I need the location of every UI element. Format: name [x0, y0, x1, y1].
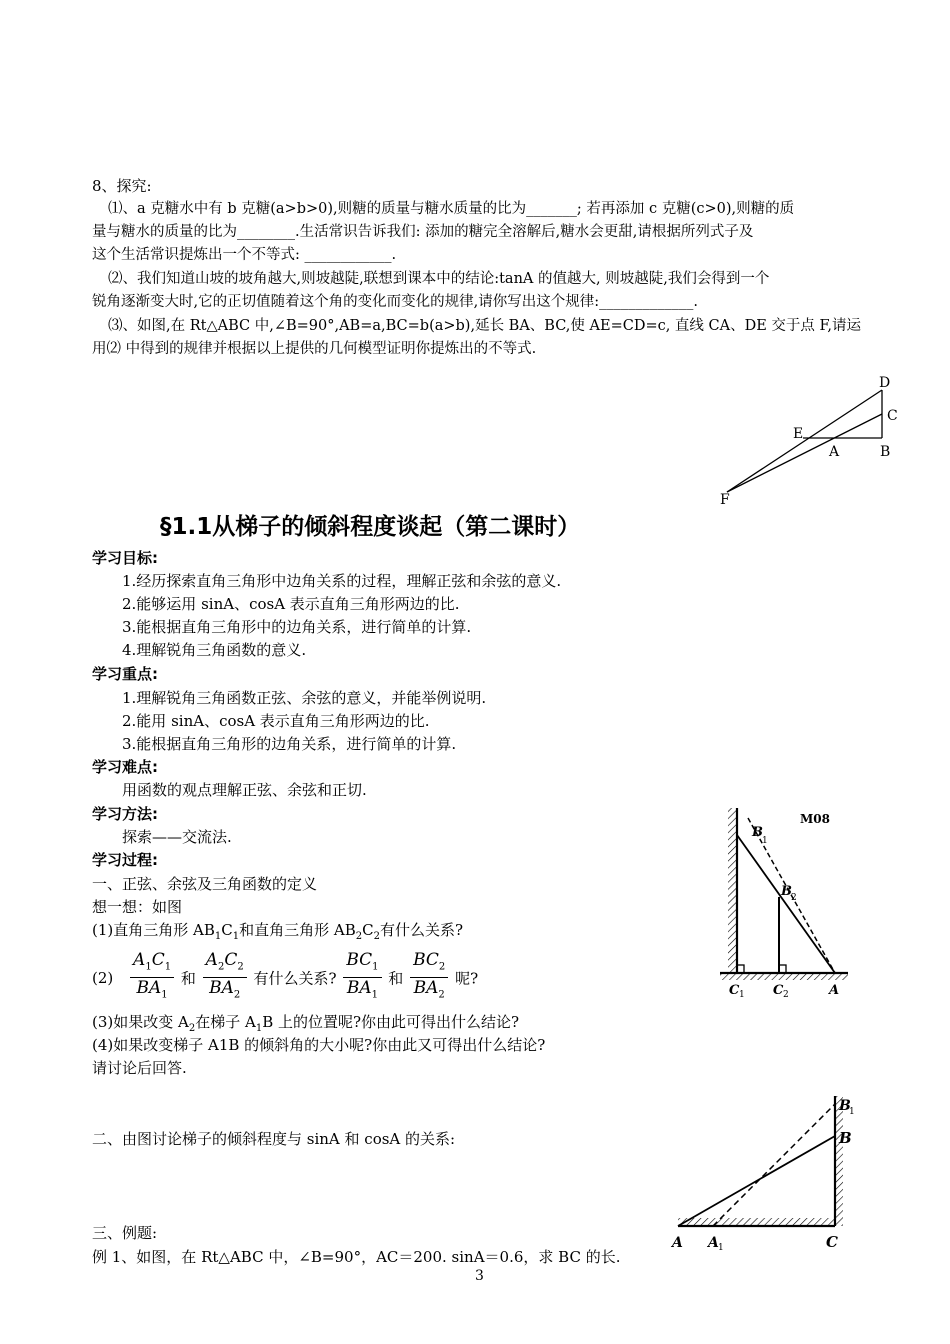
key-label: 学习重点: — [92, 665, 158, 683]
line-fd — [727, 390, 882, 492]
label-b1-sub: 1 — [762, 836, 768, 846]
label-c2: C — [773, 983, 784, 998]
q8-p3-line1: ⑶、如图,在 Rt△ABC 中,∠B=90°,AB=a,BC=b(a>b),延长 BA、BC,使 AE=CD=c, 直线 CA、DE 交于点 F,请运 — [108, 318, 861, 334]
geometry-figure-fdb — [715, 372, 905, 507]
right-angle-c2 — [779, 965, 786, 973]
key-item-3: 3.能根据直角三角形的边角关系，进行简单的计算. — [122, 735, 457, 753]
label-a: A — [672, 1235, 683, 1251]
label-a: A — [829, 983, 840, 998]
label-d: D — [879, 375, 891, 391]
example-1: 例 1、如图，在 Rt△ABC 中，∠B=90°，AC＝200. sinA＝0.6，求 BC 的长. — [92, 1248, 621, 1266]
goals-label: 学习目标: — [92, 549, 158, 567]
q8-p1-line3: 这个生活常识提炼出一个不等式: ____________. — [92, 247, 397, 263]
label-b2: B — [781, 884, 792, 899]
label-f: F — [720, 492, 730, 507]
difficulty-label: 学习难点: — [92, 758, 158, 776]
label-b1: B — [752, 825, 763, 840]
q8-heading: 8、探究: — [92, 177, 152, 195]
key-item-2: 2.能用 sinA、cosA 表示直角三角形两边的比. — [122, 712, 430, 730]
label-c: C — [826, 1233, 838, 1251]
question-4: (4)如果改变梯子 A1B 的倾斜角的大小呢?你由此又可得出什么结论? — [92, 1036, 546, 1054]
q8-p1-line2: 量与糖水的质量的比为________.生活常识告诉我们: 添加的糖完全溶解后,糖水会更甜,请根据所列式子及 — [92, 224, 754, 240]
label-b1-sub: 1 — [849, 1107, 855, 1117]
label-c: C — [887, 408, 898, 424]
label-b: B — [839, 1129, 852, 1147]
label-a1-sub: 1 — [718, 1243, 724, 1253]
label-e: E — [793, 426, 804, 442]
q8-p2-line2: 锐角逐渐变大时,它的正切值随着这个角的变化而变化的规律,请你写出这个规律:_____________. — [92, 294, 698, 310]
label-c1-sub: 1 — [739, 990, 745, 998]
part2-heading: 二、由图讨论梯子的倾斜程度与 sinA 和 cosA 的关系: — [92, 1130, 456, 1148]
goal-item-4: 4.理解锐角三角函数的意义. — [122, 641, 307, 659]
line-fc — [727, 414, 882, 492]
wall-hatching — [728, 808, 737, 973]
goal-item-3: 3.能根据直角三角形中的边角关系，进行简单的计算. — [122, 618, 472, 636]
question-1: (1)直角三角形 $AB_1C_1$和直角三角形 $AB_2C_2$有什么关系? — [92, 921, 464, 942]
key-item-1: 1.理解锐角三角函数正弦、余弦的意义，并能举例说明. — [122, 689, 487, 707]
fraction-a1c1-ba1: $\frac{A_1C_1}{BA_1}$ — [130, 950, 174, 1006]
q8-p3-line2: 用⑵ 中得到的规律并根据以上提供的几何模型证明你提炼出的不等式. — [92, 341, 537, 357]
part3-heading: 三、例题: — [92, 1224, 158, 1242]
ladder-figure-2 — [668, 1088, 868, 1256]
fraction-bc2-ba2: $\frac{BC_2}{BA_2}$ — [410, 950, 448, 1006]
question-3: (3)如果改变 $A_2$在梯子 $A_1B$ 上的位置呢?你由此可得出什么结论? — [92, 1013, 520, 1034]
process-label: 学习过程: — [92, 851, 158, 869]
question-2: (2) $\frac{A_1C_1}{BA_1}$ 和 $\frac{A_2C_2}{BA_2}$ 有什么关系? $\frac{BC_1}{BA_1}$ 和 $\frac{BC_2}{BA_2}$ 呢? — [92, 950, 478, 1006]
method-text: 探索——交流法. — [122, 828, 232, 846]
page-number: 3 — [475, 1268, 484, 1284]
figure-tag: M08 — [800, 812, 830, 826]
wall-hatching — [835, 1096, 843, 1226]
ground-hatching — [678, 1218, 835, 1226]
section-title: §1.1从梯子的倾斜程度谈起（第二课时） — [160, 514, 581, 540]
label-b1: B — [839, 1098, 851, 1114]
label-b2-sub: 2 — [791, 893, 797, 903]
q8-p2-line1: ⑵、我们知道山坡的坡角越大,则坡越陡,联想到课本中的结论:tanA 的值越大, 则坡越陡,我们会得到一个 — [108, 271, 770, 287]
goal-item-2: 2.能够运用 sinA、cosA 表示直角三角形两边的比. — [122, 595, 460, 613]
goal-item-1: 1.经历探索直角三角形中边角关系的过程，理解正弦和余弦的意义. — [122, 572, 562, 590]
ladder-a1b1 — [713, 1104, 835, 1226]
label-a: A — [829, 444, 840, 460]
difficulty-text: 用函数的观点理解正弦、余弦和正切. — [122, 781, 367, 799]
label-c2-sub: 2 — [783, 990, 789, 998]
label-a1: A — [708, 1235, 719, 1251]
q8-p1-line1: ⑴、a 克糖水中有 b 克糖(a>b>0),则糖的质量与糖水质量的比为_______; 若再添加 c 克糖(c>0),则糖的质 — [108, 201, 795, 217]
label-b: B — [880, 444, 891, 460]
label-c1: C — [729, 983, 740, 998]
fraction-bc1-ba1: $\frac{BC_1}{BA_1}$ — [343, 950, 381, 1006]
method-label: 学习方法: — [92, 805, 158, 823]
discuss-text: 请讨论后回答. — [92, 1059, 187, 1077]
part1-heading: 一、正弦、余弦及三角函数的定义 — [92, 875, 318, 893]
ladder-solid — [737, 835, 835, 973]
fraction-a2c2-ba2: $\frac{A_2C_2}{BA_2}$ — [203, 950, 247, 1006]
think-text: 想一想：如图 — [92, 898, 183, 916]
ladder-ab — [678, 1136, 835, 1226]
ladder-figure-1 — [715, 803, 855, 998]
